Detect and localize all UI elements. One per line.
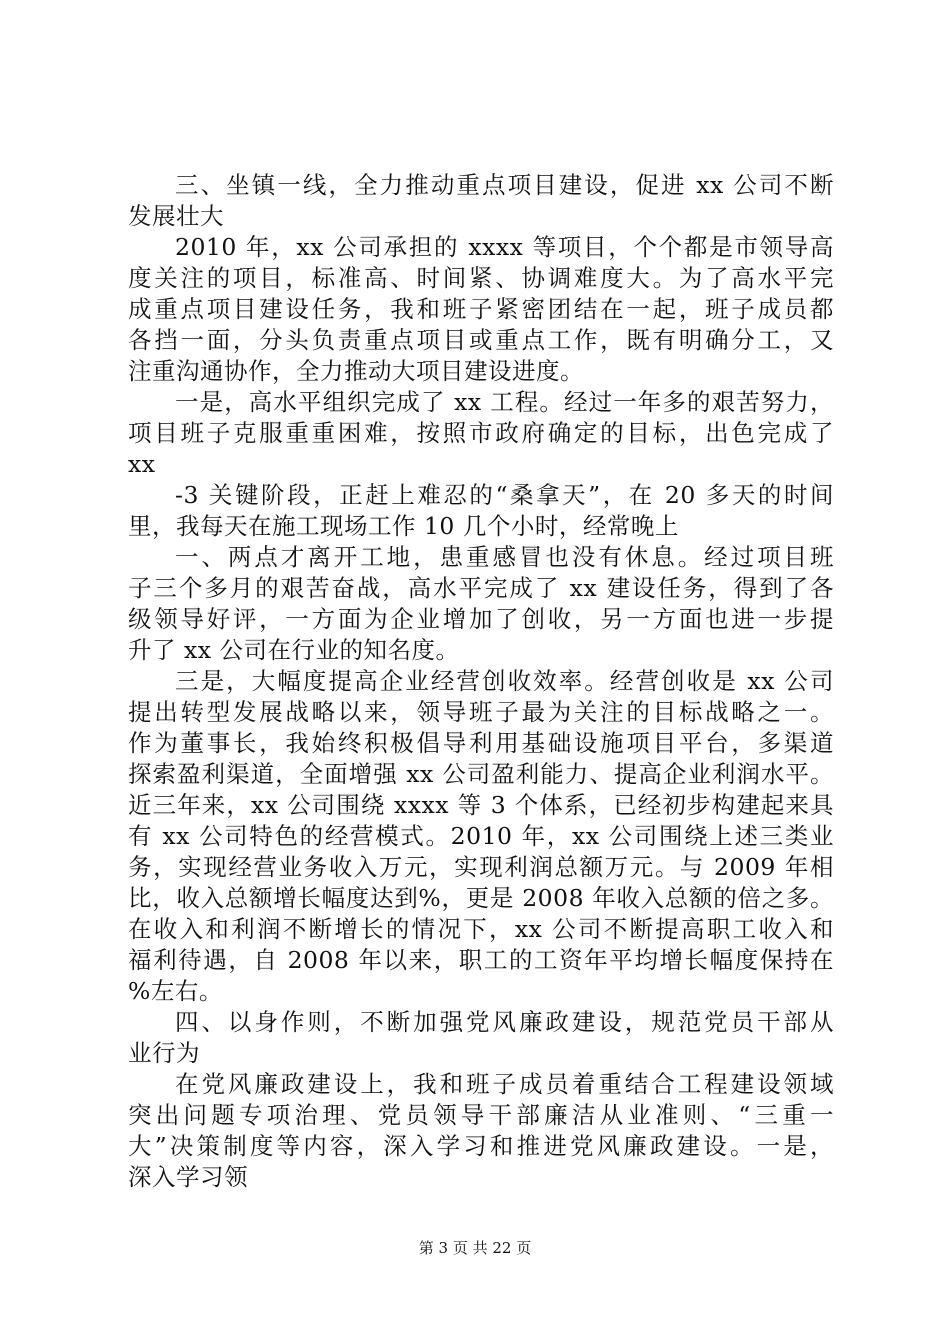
paragraph-line: 子三个多月的艰苦奋战，高水平完成了 xx 建设任务，得到了各: [128, 574, 834, 602]
page-footer: 第 3 页 共 22 页: [418, 1239, 532, 1257]
paragraph-line: 突出问题专项治理、党员领导干部廉洁从业准则、“三重一: [128, 1101, 834, 1129]
paragraph-line: 成重点项目建设任务，我和班子紧密团结在一起，班子成员都: [128, 295, 834, 323]
paragraph-line: 作为董事长，我始终积极倡导利用基础设施项目平台，多渠道: [128, 729, 834, 757]
paragraph-line: 注重沟通协作，全力推动大项目建设进度。: [128, 357, 584, 385]
paragraph-line: 各挡一面，分头负责重点项目或重点工作，既有明确分工，又: [128, 326, 834, 354]
paragraph-line: 里，我每天在施工现场工作 10 几个小时，经常晚上: [128, 512, 679, 540]
paragraph-line: 探索盈利渠道，全面增强 xx 公司盈利能力、提高企业利润水平。: [128, 760, 834, 788]
paragraph-line: 在收入和利润不断增长的情况下，xx 公司不断提高职工收入和: [128, 915, 834, 943]
paragraph-line: 一是，高水平组织完成了 xx 工程。经过一年多的艰苦努力，: [175, 388, 834, 416]
paragraph-line: 大”决策制度等内容，深入学习和推进党风廉政建设。一是，: [128, 1132, 834, 1160]
paragraph-line: 级领导好评，一方面为企业增加了创收，另一方面也进一步提: [128, 605, 834, 633]
paragraph-line: 三是，大幅度提高企业经营创收效率。经营创收是 xx 公司: [175, 667, 834, 695]
document-body: [128, 170, 834, 1193]
paragraph-line: 升了 xx 公司在行业的知名度。: [128, 636, 460, 664]
paragraph-line: -3 关键阶段，正赶上难忍的“桑拿天”，在 20 多天的时间: [175, 481, 834, 509]
paragraph-line: %左右。: [128, 977, 223, 1005]
paragraph-line: 深入学习领: [128, 1163, 248, 1191]
paragraph-line: 2010 年，xx 公司承担的 xxxx 等项目，个个都是市领导高: [175, 233, 834, 261]
section-heading: 三、坐镇一线，全力推动重点项目建设，促进 xx 公司不断: [175, 171, 834, 199]
section-heading-continued: 发展壮大: [128, 202, 224, 230]
paragraph-line: 一、两点才离开工地，患重感冒也没有休息。经过项目班: [175, 543, 834, 571]
paragraph-line: 务，实现经营业务收入万元，实现利润总额万元。与 2009 年相: [128, 853, 834, 881]
section-heading: 四、以身作则，不断加强党风廉政建设，规范党员干部从: [175, 1008, 834, 1036]
paragraph-line: 近三年来，xx 公司围绕 xxxx 等 3 个体系，已经初步构建起来具: [128, 791, 834, 819]
paragraph-line: 提出转型发展战略以来，领导班子最为关注的目标战略之一。: [128, 698, 834, 726]
paragraph-line: 有 xx 公司特色的经营模式。2010 年，xx 公司围绕上述三类业: [128, 822, 834, 850]
paragraph-line: xx: [128, 450, 156, 478]
section-heading-continued: 业行为: [128, 1039, 200, 1067]
paragraph-line: 福利待遇，自 2008 年以来，职工的工资年平均增长幅度保持在: [128, 946, 834, 974]
paragraph-line: 项目班子克服重重困难，按照市政府确定的目标，出色完成了: [128, 419, 834, 447]
paragraph-line: 度关注的项目，标准高、时间紧、协调难度大。为了高水平完: [128, 264, 834, 292]
paragraph-line: 比，收入总额增长幅度达到%，更是 2008 年收入总额的倍之多。: [128, 884, 834, 912]
paragraph-line: 在党风廉政建设上，我和班子成员着重结合工程建设领域: [175, 1070, 834, 1098]
